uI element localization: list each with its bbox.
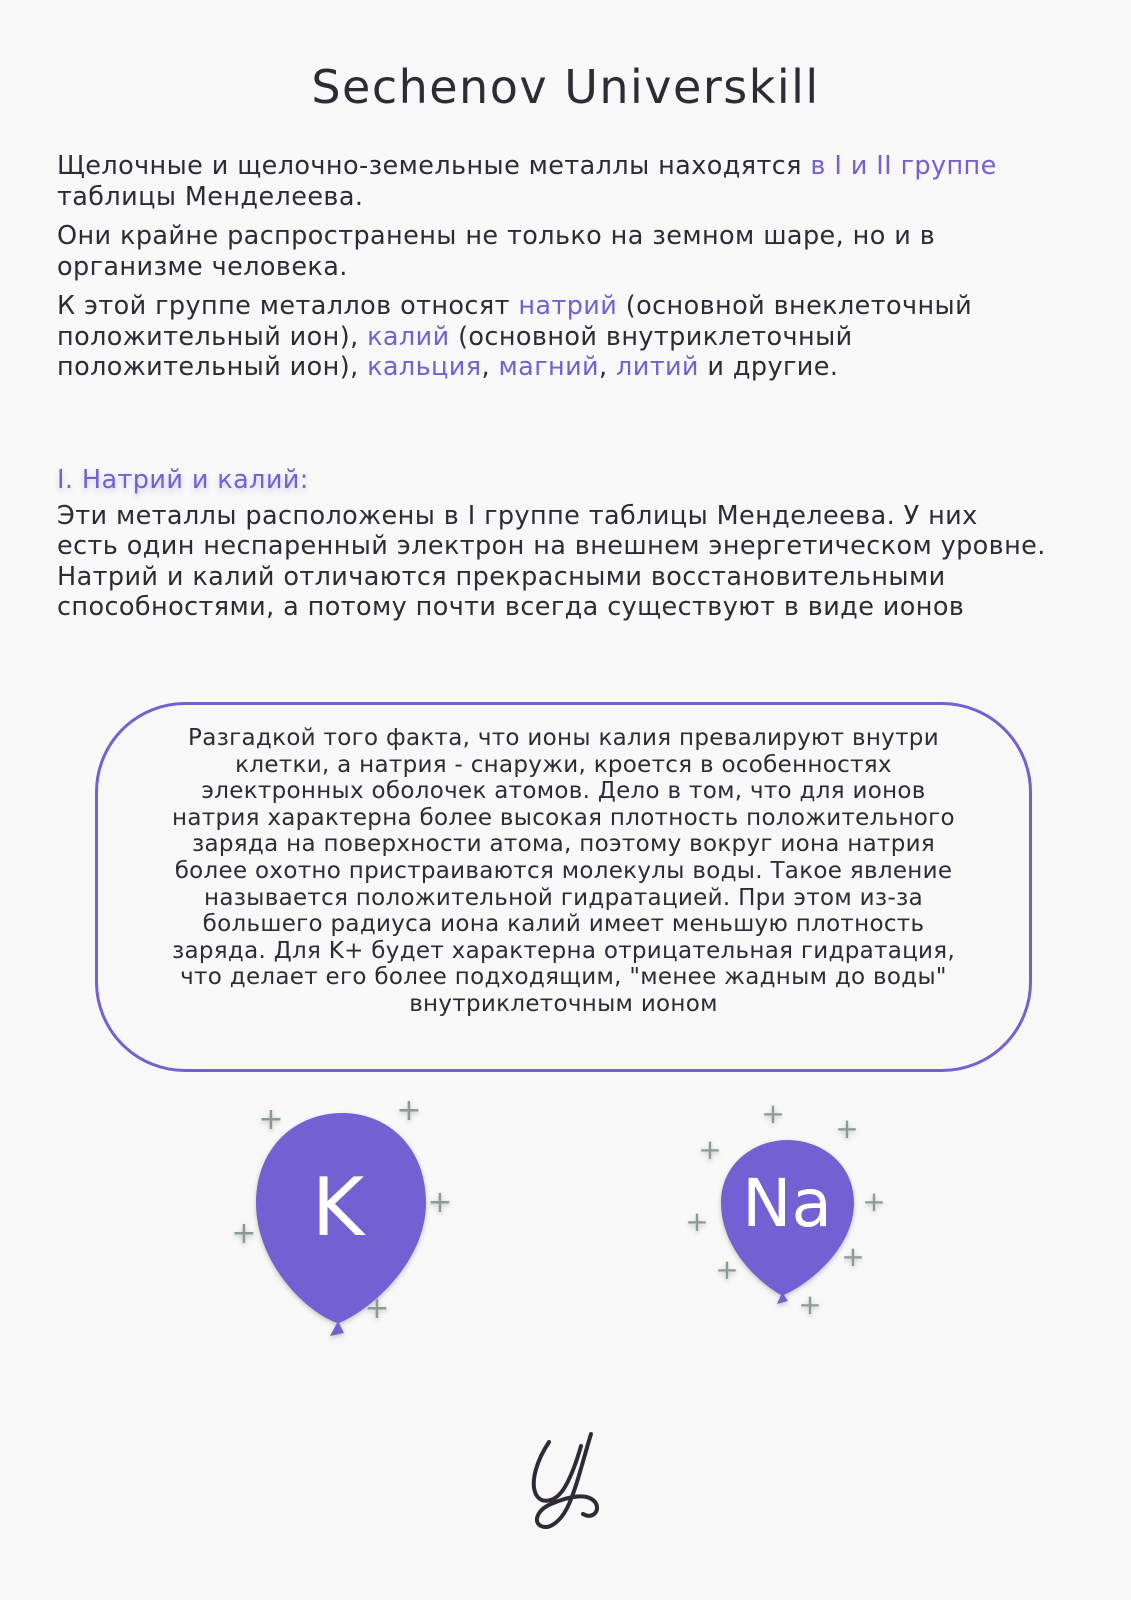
plus-sign: + — [862, 1185, 886, 1218]
lithium-highlight: литий — [616, 352, 699, 382]
callout-text: Разгадкой того факта, что ионы калия превалируют внутри клетки, а натрия - снаружи, кроется в особенностях электронных оболочек атомов. Дело в том, что для ионов натрия характерна более высокая плотность положительного заряда на поверхности атома, поэтому вокруг иона натрия более охотно пристраиваются молекулы воды. Такое явление называется положительной гидратацией. При этом из-за большего радиуса иона калий имеет меньшую плотность заряда. Для K+ будет характерна отрицательная гидратация, что делает его более подходящим, "менее жадным до воды" внутриклеточным ионом — [171, 725, 956, 1017]
sodium-highlight: натрий — [518, 291, 618, 321]
potassium-symbol: K — [311, 1161, 365, 1254]
intro-text-segment: (основной внутриклеточный положительный ион), — [57, 321, 853, 382]
group-highlight: в I и II группе — [810, 151, 997, 181]
sodium-symbol: Na — [742, 1165, 832, 1242]
calcium-highlight: кальция — [367, 352, 482, 382]
intro-paragraph-2: Они крайне распространены не только на земном шаре, но и в организме человека. — [57, 221, 936, 282]
intro-text-segment: , — [481, 352, 499, 382]
plus-sign: + — [841, 1240, 865, 1273]
plus-sign: + — [396, 1093, 422, 1128]
intro-text-segment: (основной внеклеточный положительный ион), — [57, 291, 973, 352]
sodium-balloon-icon — [665, 1097, 905, 1343]
plus-sign: + — [715, 1253, 739, 1286]
potassium-highlight: калий — [367, 321, 450, 352]
intro-text-segment: Щелочные и щелочно-земельные металлы находятся — [57, 151, 811, 181]
plus-sign: + — [427, 1185, 453, 1220]
intro-paragraph-3 — [57, 291, 1047, 383]
plus-sign: + — [231, 1216, 257, 1251]
plus-sign: + — [798, 1288, 822, 1321]
intro-text-segment: К этой группе металлов относят — [57, 291, 519, 321]
intro-text-segment: , — [599, 352, 617, 382]
plus-sign: + — [698, 1133, 722, 1166]
plus-sign: + — [364, 1291, 390, 1326]
section-heading: I. Натрий и калий: — [57, 465, 309, 495]
potassium-balloon-icon — [220, 1095, 460, 1345]
intro-text-segment: таблицы Менделеева. — [57, 181, 364, 212]
section-body: Эти металлы расположены в I группе таблицы Менделеева. У них есть один неспаренный электрон на внешнем энергетическом уровне. Натрий и калий отличаются прекрасными восстановительными способностями, а потому почти всегда существуют в виде ионов — [57, 500, 1046, 622]
plus-sign: + — [685, 1205, 709, 1238]
intro-text — [57, 151, 1047, 392]
magnesium-highlight: магний — [498, 352, 600, 382]
hydration-callout — [95, 702, 1032, 1072]
intro-text-segment: и другие. — [698, 352, 839, 382]
plus-sign: + — [258, 1102, 284, 1137]
plus-sign: + — [761, 1097, 785, 1130]
page-title: Sechenov Universkill — [311, 60, 820, 114]
universkill-logo-icon — [525, 1430, 617, 1540]
sodium-potassium-section — [57, 465, 1047, 623]
intro-paragraph-1 — [57, 151, 1047, 212]
plus-sign: + — [835, 1112, 859, 1145]
